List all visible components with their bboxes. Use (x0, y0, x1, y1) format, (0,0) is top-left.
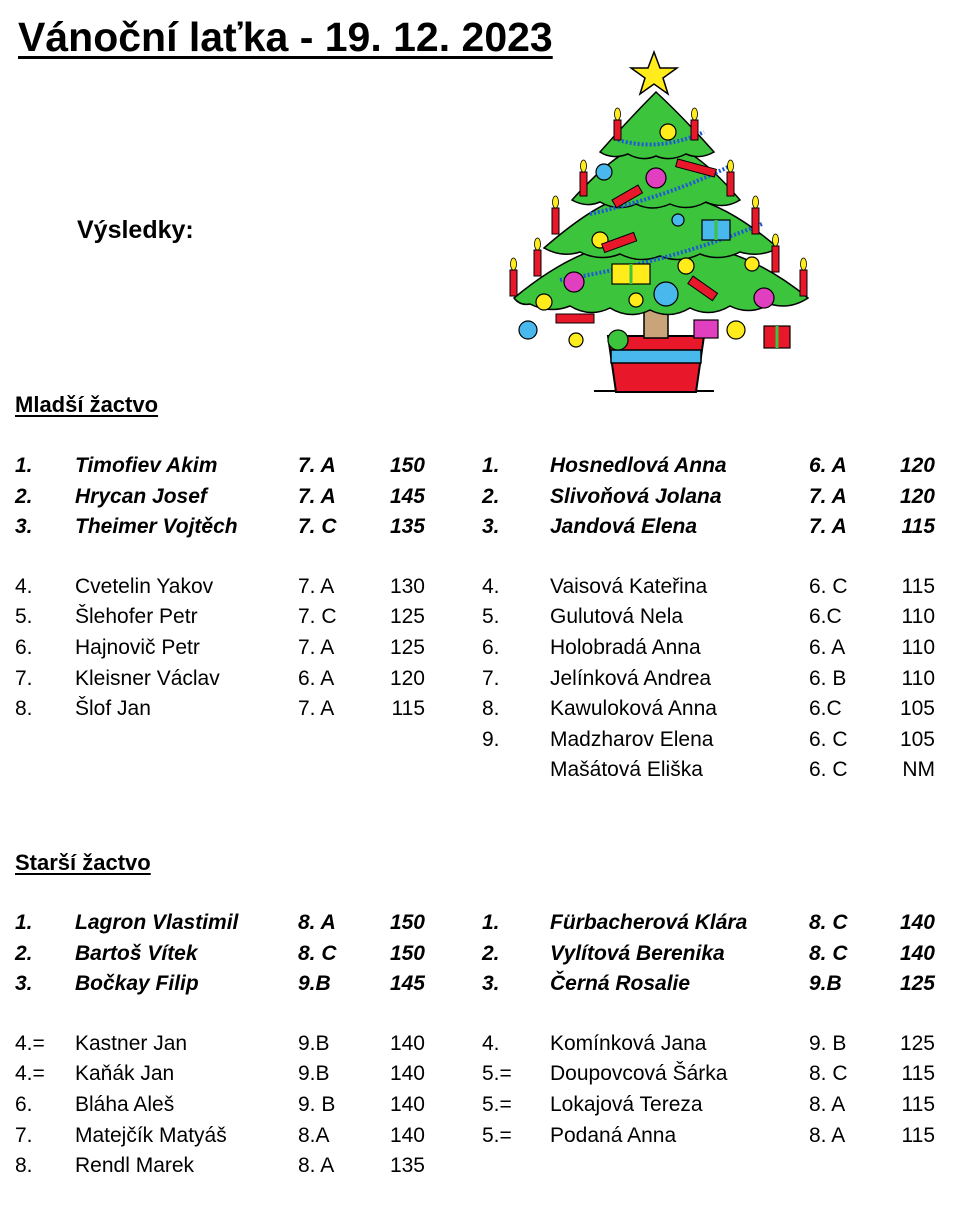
group-spacer (15, 546, 455, 575)
score-cell: 150 (389, 911, 425, 934)
results-subtitle: Výsledky: (77, 216, 194, 244)
class-cell: 6.C (809, 605, 842, 629)
class-cell: 7. A (298, 454, 336, 477)
result-row (15, 1124, 455, 1155)
group-spacer (482, 1003, 922, 1032)
name-cell: Kastner Jan (75, 1031, 188, 1055)
rank-cell: 7. (15, 1123, 33, 1147)
name-cell: Cvetelin Yakov (75, 574, 214, 598)
score-cell: 125 (899, 972, 935, 996)
podium-row (482, 911, 935, 942)
podium-row (482, 515, 935, 546)
name-cell: Gulutová Nela (550, 605, 684, 629)
name-cell: Jandová Elena (550, 515, 698, 539)
rank-cell: 5. (15, 605, 33, 629)
name-cell: Hajnovič Petr (75, 635, 200, 659)
name-cell: Madzharov Elena (550, 727, 714, 751)
rank-cell: 8. (482, 697, 500, 721)
podium-row (482, 941, 935, 973)
rank-cell: 3. (482, 515, 500, 539)
result-row (15, 1062, 455, 1093)
class-cell: 7. A (809, 515, 847, 539)
rank-cell: 2. (482, 484, 500, 508)
class-cell: 8. A (298, 911, 336, 934)
class-cell: 9.B (298, 972, 331, 996)
name-cell: Doupovcová Šárka (550, 1062, 728, 1086)
score-cell: 140 (899, 911, 935, 934)
podium-row (15, 515, 455, 546)
rank-cell: 8. (15, 697, 33, 721)
name-cell: Kleisner Václav (75, 666, 220, 690)
rank-cell: 9. (482, 727, 500, 751)
result-row (482, 758, 935, 789)
podium-row (15, 454, 455, 485)
score-cell: 135 (389, 1154, 425, 1178)
score-cell: 145 (389, 972, 425, 996)
result-row (482, 574, 935, 606)
class-cell: 8. C (809, 941, 848, 965)
score-cell: 150 (389, 941, 425, 965)
class-cell: 8.A (298, 1123, 330, 1147)
name-cell: Šlof Jan (75, 697, 151, 721)
class-cell: 6. A (298, 666, 335, 690)
score-cell: 110 (901, 605, 935, 629)
name-cell: Jelínková Andrea (550, 666, 712, 690)
name-cell: Šlehofer Petr (75, 605, 198, 629)
class-cell: 6. A (809, 454, 847, 477)
rank-cell: 4.= (15, 1031, 45, 1055)
result-row (482, 727, 935, 759)
rank-cell: 5.= (482, 1092, 512, 1116)
score-cell: 140 (389, 1123, 425, 1147)
rank-cell: 6. (482, 635, 500, 659)
podium-row (482, 972, 935, 1003)
result-row (482, 697, 935, 728)
name-cell: Rendl Marek (75, 1154, 195, 1178)
score-cell: 135 (389, 515, 425, 539)
rank-cell: 7. (482, 666, 500, 690)
results-column-older-boys (15, 911, 455, 1185)
class-cell: 6. A (809, 635, 846, 659)
score-cell: 115 (901, 1123, 935, 1147)
name-cell: Kaňák Jan (75, 1062, 175, 1086)
rank-cell: 4. (482, 1031, 500, 1055)
score-cell: NM (902, 758, 935, 782)
result-row (15, 1093, 455, 1124)
score-cell: 115 (391, 697, 425, 721)
result-row (15, 575, 455, 606)
name-cell: Černá Rosalie (550, 972, 691, 996)
results-column-younger-boys (15, 454, 455, 728)
score-cell: 115 (901, 1062, 935, 1086)
result-row (15, 605, 455, 636)
class-cell: 8. C (809, 911, 848, 934)
results-column-younger-girls (482, 454, 935, 789)
group-spacer (482, 546, 922, 575)
score-cell: 125 (899, 1031, 935, 1055)
name-cell: Kawuloková Anna (550, 697, 717, 721)
score-cell: 140 (389, 1031, 425, 1055)
class-cell: 7. C (298, 605, 337, 629)
class-cell: 8. C (809, 1062, 848, 1086)
rank-cell: 1. (482, 454, 500, 477)
name-cell: Vylítová Berenika (550, 941, 725, 965)
score-cell: 110 (901, 635, 935, 659)
class-cell: 8. A (809, 1123, 846, 1147)
rank-cell: 5. (482, 605, 500, 629)
class-cell: 6.C (809, 697, 842, 721)
class-cell: 7. A (298, 635, 335, 659)
name-cell: Bláha Aleš (75, 1092, 175, 1116)
name-cell: Lokajová Tereza (550, 1092, 703, 1116)
name-cell: Hrycan Josef (75, 484, 207, 508)
name-cell: Timofiev Akim (75, 454, 218, 477)
class-cell: 6. C (809, 574, 848, 598)
rank-cell: 5.= (482, 1123, 512, 1147)
podium-row (482, 454, 935, 485)
score-cell: 140 (389, 1092, 425, 1116)
score-cell: 140 (389, 1062, 425, 1086)
rank-cell: 1. (15, 454, 33, 477)
name-cell: Hosnedlová Anna (550, 454, 727, 477)
score-cell: 115 (901, 574, 935, 598)
score-cell: 120 (899, 484, 935, 508)
rank-cell: 3. (15, 972, 33, 996)
class-cell: 9.B (809, 972, 842, 996)
result-row (15, 1154, 455, 1185)
rank-cell: 3. (482, 972, 500, 996)
podium-row (482, 484, 935, 516)
result-row (482, 1062, 935, 1093)
score-cell: 125 (389, 635, 425, 659)
christmas-tree-icon (500, 48, 820, 400)
name-cell: Lagron Vlastimil (75, 911, 239, 934)
rank-cell: 2. (15, 941, 33, 965)
class-cell: 6. B (809, 666, 847, 690)
rank-cell: 6. (15, 635, 33, 659)
name-cell: Matejčík Matyáš (75, 1123, 227, 1147)
class-cell: 7. A (298, 484, 336, 508)
rank-cell: 3. (15, 515, 33, 539)
score-cell: 115 (901, 1092, 935, 1116)
podium-row (15, 972, 455, 1003)
score-cell: 140 (899, 941, 935, 965)
rank-cell: 1. (15, 911, 33, 934)
rank-cell: 1. (482, 911, 500, 934)
podium-row (15, 911, 455, 942)
name-cell: Slivoňová Jolana (550, 484, 722, 508)
result-row (482, 1123, 935, 1155)
rank-cell: 4. (15, 574, 33, 598)
podium-row (15, 485, 455, 516)
name-cell: Mašátová Eliška (550, 758, 703, 782)
class-cell: 8. A (809, 1092, 846, 1116)
podium-row (15, 942, 455, 973)
class-cell: 6. C (809, 727, 848, 751)
name-cell: Bartoš Vítek (75, 941, 198, 965)
name-cell: Holobradá Anna (550, 635, 701, 659)
score-cell: 105 (899, 727, 935, 751)
score-cell: 120 (899, 454, 935, 477)
result-row (482, 1092, 935, 1124)
class-cell: 9.B (298, 1062, 330, 1086)
result-row (15, 667, 455, 698)
name-cell: Fürbacherová Klára (550, 911, 748, 934)
rank-cell: 2. (482, 941, 500, 965)
name-cell: Bočkay Filip (75, 972, 199, 996)
name-cell: Komínková Jana (550, 1031, 707, 1055)
group-spacer (15, 1003, 455, 1032)
result-row (15, 1032, 455, 1063)
class-cell: 9.B (298, 1031, 330, 1055)
score-cell: 105 (899, 697, 935, 721)
class-cell: 6. C (809, 758, 848, 782)
class-cell: 9. B (298, 1092, 336, 1116)
score-cell: 120 (389, 666, 425, 690)
score-cell: 150 (389, 454, 425, 477)
result-row (482, 666, 935, 698)
rank-cell: 6. (15, 1092, 33, 1116)
rank-cell: 7. (15, 666, 33, 690)
result-row (482, 635, 935, 667)
score-cell: 115 (901, 515, 935, 539)
class-cell: 8. A (298, 1154, 335, 1178)
class-cell: 7. A (809, 484, 847, 508)
score-cell: 110 (901, 666, 935, 690)
results-column-older-girls (482, 911, 935, 1154)
result-row (15, 697, 455, 728)
rank-cell: 4. (482, 574, 500, 598)
rank-cell: 2. (15, 484, 33, 508)
name-cell: Vaisová Kateřina (550, 574, 708, 598)
score-cell: 125 (389, 605, 425, 629)
page-title: Vánoční laťka - 19. 12. 2023 (18, 14, 553, 60)
rank-cell: 5.= (482, 1062, 512, 1086)
section-heading-younger: Mladší žactvo (15, 392, 159, 417)
class-cell: 9. B (809, 1031, 847, 1055)
result-row (482, 605, 935, 636)
class-cell: 8. C (298, 941, 337, 965)
name-cell: Podaná Anna (550, 1123, 677, 1147)
section-heading-older: Starší žactvo (15, 850, 151, 875)
rank-cell: 8. (15, 1154, 33, 1178)
name-cell: Theimer Vojtěch (75, 515, 238, 539)
score-cell: 145 (389, 484, 425, 508)
class-cell: 7. A (298, 697, 335, 721)
score-cell: 130 (389, 574, 425, 598)
rank-cell: 4.= (15, 1062, 45, 1086)
class-cell: 7. A (298, 574, 335, 598)
result-row (482, 1031, 935, 1063)
class-cell: 7. C (298, 515, 337, 539)
result-row (15, 636, 455, 667)
